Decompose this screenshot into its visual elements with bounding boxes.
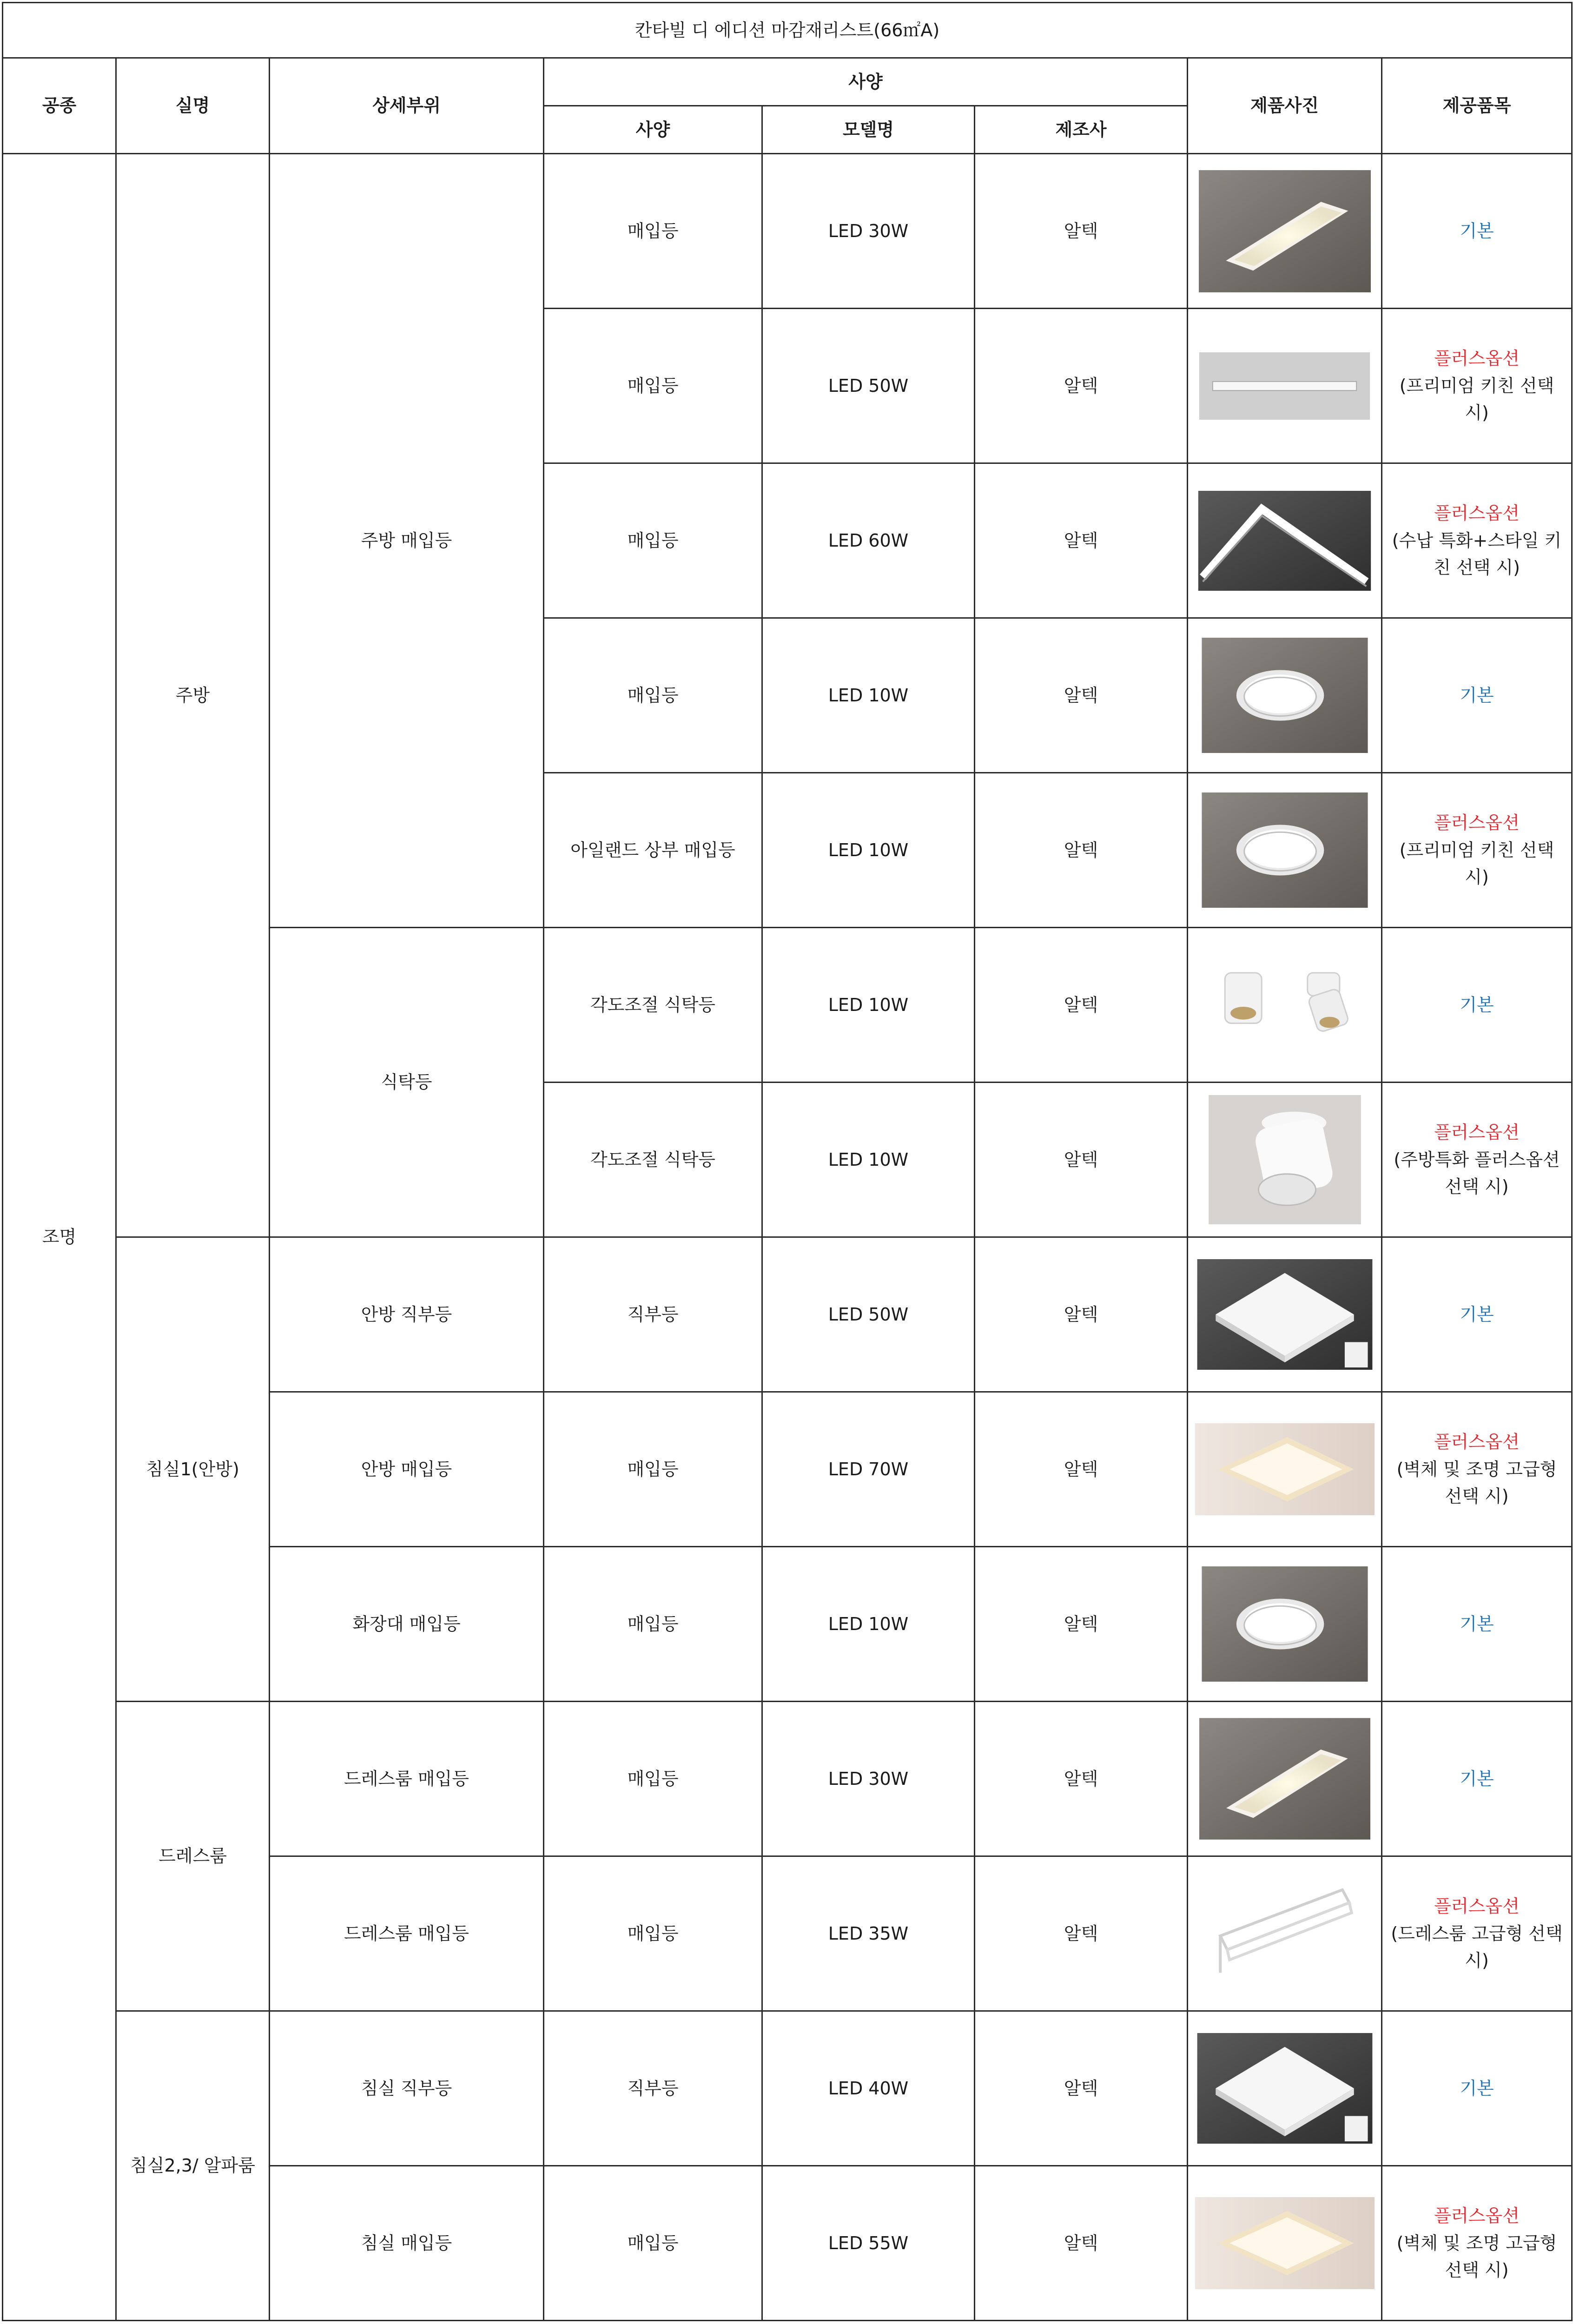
- provided-note: (드레스룸 고급형 선택 시): [1391, 1923, 1563, 1971]
- spec-cell: 매입등: [544, 309, 762, 463]
- room-bedroom23: 침실2,3/ 알파룸: [116, 2011, 270, 2321]
- trade-cell: 조명: [3, 154, 116, 2321]
- provided-kind: 기본: [1460, 1613, 1494, 1634]
- provided-cell: [1382, 154, 1572, 309]
- spec-cell: 매입등: [544, 1856, 762, 2011]
- model-cell: LED 10W: [762, 618, 975, 773]
- photo-cell: [1188, 618, 1382, 773]
- provided-cell: [1382, 1237, 1572, 1392]
- provided-cell: [1382, 309, 1572, 463]
- provided-note: (벽체 및 조명 고급형 선택 시): [1396, 2232, 1557, 2281]
- photo-cell: [1188, 1083, 1382, 1237]
- spot-pair-photo: [1197, 964, 1372, 1046]
- photo-cell: [1188, 1392, 1382, 1547]
- detail-dress-downlight: 드레스룸 매입등: [270, 1702, 544, 1856]
- photo-cell: [1188, 2011, 1382, 2166]
- provided-note: (수납 특화+스타일 키친 선택 시): [1392, 530, 1562, 578]
- photo-cell: [1188, 773, 1382, 928]
- spec-cell: 매입등: [544, 2166, 762, 2321]
- provided-kind: 플러스옵션: [1434, 502, 1520, 523]
- header-room: 실명: [116, 58, 270, 154]
- model-cell: LED 10W: [762, 1083, 975, 1237]
- provided-kind: 플러스옵션: [1434, 1122, 1520, 1142]
- provided-cell: [1382, 2011, 1572, 2166]
- provided-kind: 플러스옵션: [1434, 812, 1520, 833]
- header-spec-group: 사양: [544, 58, 1188, 106]
- spec-cell: 매입등: [544, 1547, 762, 1702]
- provided-kind: 기본: [1460, 994, 1494, 1015]
- table-title: 칸타빌 디 에디션 마감재리스트(66㎡A): [3, 3, 1572, 58]
- provided-kind: 기본: [1460, 685, 1494, 706]
- header-model: 모델명: [762, 106, 975, 154]
- table-row: [3, 154, 1572, 309]
- room-kitchen: 주방: [116, 154, 270, 1237]
- provided-note: (프리미엄 키친 선택 시): [1399, 375, 1554, 423]
- photo-cell: [1188, 1237, 1382, 1392]
- model-cell: LED 10W: [762, 773, 975, 928]
- detail-master-ceiling: 안방 직부등: [270, 1237, 544, 1392]
- maker-cell: 알텍: [975, 1547, 1188, 1702]
- photo-cell: [1188, 2166, 1382, 2321]
- room-dressroom: 드레스룸: [116, 1702, 270, 2011]
- header-photo: 제품사진: [1188, 58, 1382, 154]
- table-row: [3, 1237, 1572, 1392]
- detail-bed-ceiling: 침실 직부등: [270, 2011, 544, 2166]
- header-maker: 제조사: [975, 106, 1188, 154]
- provided-kind: 플러스옵션: [1434, 1431, 1520, 1452]
- model-cell: LED 35W: [762, 1856, 975, 2011]
- provided-kind: 기본: [1460, 220, 1494, 241]
- model-cell: LED 50W: [762, 1237, 975, 1392]
- maker-cell: 알텍: [975, 463, 1188, 618]
- provided-kind: 기본: [1460, 1304, 1494, 1325]
- spec-cell: 매입등: [544, 618, 762, 773]
- photo-cell: [1188, 154, 1382, 309]
- detail-kitchen-downlight: 주방 매입등: [270, 154, 544, 928]
- spec-cell: 아일랜드 상부 매입등: [544, 773, 762, 928]
- slim-line-photo: [1197, 352, 1372, 420]
- maker-cell: 알텍: [975, 2166, 1188, 2321]
- detail-vanity-downlight: 화장대 매입등: [270, 1547, 544, 1702]
- linear-panel-photo: [1199, 170, 1371, 293]
- provided-kind: 플러스옵션: [1434, 1895, 1520, 1916]
- frame-line-photo: [1209, 1881, 1361, 1987]
- model-cell: LED 70W: [762, 1392, 975, 1547]
- square-panel-photo: [1197, 2033, 1373, 2144]
- model-cell: LED 10W: [762, 928, 975, 1083]
- model-cell: LED 60W: [762, 463, 975, 618]
- spec-cell: 매입등: [544, 463, 762, 618]
- spec-cell: 매입등: [544, 1392, 762, 1547]
- header-provided: 제공품목: [1382, 58, 1572, 154]
- round-downlight-photo: [1202, 1566, 1368, 1682]
- round-downlight-photo: [1202, 792, 1368, 908]
- provided-cell: [1382, 928, 1572, 1083]
- provided-cell: [1382, 463, 1572, 618]
- provided-kind: 플러스옵션: [1434, 2205, 1520, 2226]
- table-row: [3, 1702, 1572, 1856]
- square-panel-photo: [1197, 1259, 1373, 1370]
- photo-cell: [1188, 463, 1382, 618]
- round-downlight-photo: [1202, 638, 1368, 753]
- maker-cell: 알텍: [975, 1083, 1188, 1237]
- photo-cell: [1188, 928, 1382, 1083]
- room-bedroom1: 침실1(안방): [116, 1237, 270, 1702]
- provided-note: (벽체 및 조명 고급형 선택 시): [1396, 1459, 1557, 1507]
- warm-square-photo: [1195, 2197, 1375, 2289]
- detail-dining-light: 식탁등: [270, 928, 544, 1237]
- provided-kind: 플러스옵션: [1434, 348, 1520, 369]
- provided-cell: [1382, 1392, 1572, 1547]
- maker-cell: 알텍: [975, 1702, 1188, 1856]
- spec-cell: 각도조절 식탁등: [544, 928, 762, 1083]
- spec-cell: 매입등: [544, 1702, 762, 1856]
- provided-cell: [1382, 2166, 1572, 2321]
- maker-cell: 알텍: [975, 618, 1188, 773]
- photo-cell: [1188, 1547, 1382, 1702]
- provided-note: (주방특화 플러스옵션 선택 시): [1394, 1149, 1560, 1197]
- detail-dress-downlight: 드레스룸 매입등: [270, 1856, 544, 2011]
- corner-line-photo: [1197, 491, 1372, 591]
- finish-list-table: [2, 2, 1573, 2321]
- warm-square-photo: [1195, 1423, 1375, 1515]
- maker-cell: 알텍: [975, 1237, 1188, 1392]
- maker-cell: 알텍: [975, 309, 1188, 463]
- maker-cell: 알텍: [975, 928, 1188, 1083]
- provided-cell: [1382, 773, 1572, 928]
- provided-cell: [1382, 1083, 1572, 1237]
- maker-cell: 알텍: [975, 2011, 1188, 2166]
- provided-cell: [1382, 1856, 1572, 2011]
- maker-cell: 알텍: [975, 773, 1188, 928]
- model-cell: LED 50W: [762, 309, 975, 463]
- model-cell: LED 10W: [762, 1547, 975, 1702]
- model-cell: LED 30W: [762, 154, 975, 309]
- spec-cell: 직부등: [544, 2011, 762, 2166]
- maker-cell: 알텍: [975, 154, 1188, 309]
- header-trade: 공종: [3, 58, 116, 154]
- detail-bed-downlight: 침실 매입등: [270, 2166, 544, 2321]
- spec-cell: 매입등: [544, 154, 762, 309]
- detail-master-downlight: 안방 매입등: [270, 1392, 544, 1547]
- photo-cell: [1188, 1702, 1382, 1856]
- linear-panel-photo: [1199, 1718, 1370, 1840]
- header-spec: 사양: [544, 106, 762, 154]
- photo-cell: [1188, 309, 1382, 463]
- provided-kind: 기본: [1460, 2078, 1494, 2099]
- model-cell: LED 55W: [762, 2166, 975, 2321]
- provided-kind: 기본: [1460, 1768, 1494, 1789]
- spec-cell: 직부등: [544, 1237, 762, 1392]
- maker-cell: 알텍: [975, 1856, 1188, 2011]
- model-cell: LED 30W: [762, 1702, 975, 1856]
- model-cell: LED 40W: [762, 2011, 975, 2166]
- provided-cell: [1382, 1547, 1572, 1702]
- provided-cell: [1382, 1702, 1572, 1856]
- photo-cell: [1188, 1856, 1382, 2011]
- table-row: [3, 2011, 1572, 2166]
- provided-cell: [1382, 618, 1572, 773]
- spec-cell: 각도조절 식탁등: [544, 1083, 762, 1237]
- maker-cell: 알텍: [975, 1392, 1188, 1547]
- provided-note: (프리미엄 키친 선택 시): [1399, 839, 1554, 888]
- header-detail: 상세부위: [270, 58, 544, 154]
- spot-single-photo: [1209, 1095, 1361, 1224]
